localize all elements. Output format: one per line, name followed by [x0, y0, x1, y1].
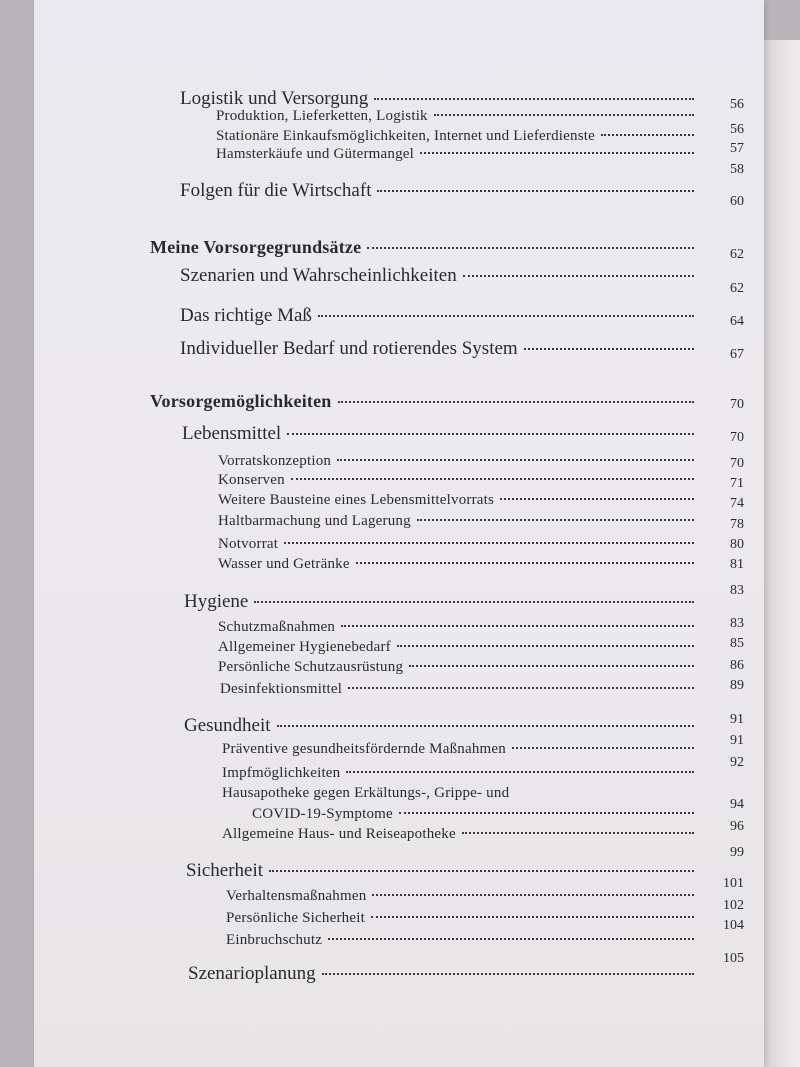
toc-page-number: 74: [730, 496, 744, 511]
toc-leader-dots: [372, 894, 694, 896]
toc-entry: [184, 715, 700, 737]
toc-leader-dots: [338, 401, 694, 403]
toc-entry-title: Szenarien und Wahrscheinlichkeiten: [180, 265, 457, 286]
toc-page-number: 99: [730, 845, 744, 860]
toc-leader-dots: [284, 542, 694, 544]
toc-entry-title: Szenarioplanung: [188, 963, 316, 984]
toc-page-number: 70: [730, 397, 744, 412]
toc-entry-title: Schutzmaßnahmen: [218, 619, 336, 635]
toc-leader-dots: [322, 973, 694, 975]
toc-entry: [184, 591, 700, 613]
toc-leader-dots: [291, 478, 694, 480]
toc-leader-dots: [377, 190, 694, 192]
toc-entry: [218, 513, 700, 530]
toc-entry-title: Verhaltensmaßnahmen: [226, 888, 367, 904]
toc-entry-title: Allgemeine Haus- und Reiseapotheke: [222, 826, 456, 842]
toc-leader-dots: [341, 625, 694, 627]
toc-entry: [180, 338, 700, 360]
toc-page-number: 60: [730, 194, 744, 209]
toc-entry: [218, 659, 700, 676]
toc-leader-dots: [328, 938, 694, 940]
toc-leader-dots: [399, 812, 694, 814]
toc-entry-title: Hygiene: [184, 591, 249, 612]
toc-leader-dots: [318, 315, 694, 317]
toc-entry-title: Allgemeiner Hygienebedarf: [218, 639, 391, 655]
toc-page-number: 70: [730, 430, 744, 445]
toc-entry-title: Gesundheit: [184, 715, 271, 736]
toc-entry-title: Vorsorgemöglichkeiten: [150, 391, 332, 411]
toc-leader-dots: [463, 275, 694, 277]
toc-page-number: 71: [730, 476, 744, 491]
toc-entry-title: Persönliche Schutzausrüstung: [218, 659, 404, 675]
toc-entry: [150, 391, 700, 412]
toc-leader-dots: [371, 916, 694, 918]
toc-leader-dots: [348, 687, 694, 689]
toc-entry-title: Weitere Bausteine eines Lebensmittelvorrats: [218, 492, 495, 508]
toc-page-number: 94: [730, 797, 744, 812]
toc-entry-title: Lebensmittel: [182, 423, 282, 444]
toc-entry-title: Hamsterkäufe und Gütermangel: [216, 146, 415, 162]
toc-page-number: 70: [730, 456, 744, 471]
toc-page-number: 91: [730, 733, 744, 748]
toc-page-number: 62: [730, 281, 744, 296]
toc-entry: [150, 237, 700, 258]
toc-leader-dots: [397, 645, 694, 647]
toc-leader-dots: [512, 747, 694, 749]
toc-page-number: 83: [730, 616, 744, 631]
toc-entry-title: Haltbarmachung und Lagerung: [218, 513, 411, 529]
toc-entry-title: Hausapotheke gegen Erkältungs-, Grippe- und: [222, 785, 510, 801]
toc-entry: [218, 536, 700, 553]
toc-page-number: 64: [730, 314, 744, 329]
toc-page-number: 96: [730, 819, 744, 834]
toc-leader-dots: [417, 519, 694, 521]
toc-entry: [218, 453, 700, 470]
toc-entry: [216, 108, 700, 125]
toc-page-number: 56: [730, 97, 744, 112]
toc-entry-title: Notvorrat: [218, 536, 279, 552]
toc-entry: [180, 265, 700, 287]
toc-page-number: 85: [730, 636, 744, 651]
toc-entry-title: Individueller Bedarf und rotierendes System: [180, 338, 518, 359]
toc-entry: [252, 806, 700, 823]
toc-entry-title: Wasser und Getränke: [218, 556, 350, 572]
toc-page-number: 81: [730, 557, 744, 572]
toc-entry: [182, 423, 700, 445]
toc-leader-dots: [269, 870, 694, 872]
toc-entry: [220, 681, 700, 698]
toc-leader-dots: [367, 247, 694, 249]
toc-entry: [222, 765, 700, 782]
toc-entry-title: Stationäre Einkaufsmöglichkeiten, Internet und Lieferdienste: [216, 128, 595, 144]
toc-entry: [180, 88, 700, 110]
toc-entry: [222, 826, 700, 843]
toc-entry: [226, 932, 700, 949]
toc-leader-dots: [434, 114, 694, 116]
toc-leader-dots: [500, 498, 694, 500]
toc-leader-dots: [277, 725, 694, 727]
toc-leader-dots: [420, 152, 694, 154]
toc-leader-dots: [374, 98, 694, 100]
toc-page-number: 78: [730, 517, 744, 532]
toc-page-number: 91: [730, 712, 744, 727]
toc-entry: [218, 472, 700, 489]
toc-page-number: 89: [730, 678, 744, 693]
toc-leader-dots: [524, 348, 694, 350]
toc-entry: [226, 910, 700, 927]
toc-leader-dots: [409, 665, 694, 667]
toc-leader-dots: [337, 459, 694, 461]
toc-entry: [186, 860, 700, 882]
toc-page-number: 92: [730, 755, 744, 770]
toc-entry-title: Folgen für die Wirtschaft: [180, 180, 372, 201]
toc-entry-title: Das richtige Maß: [180, 305, 312, 326]
toc-entry-title: Einbruchschutz: [226, 932, 323, 948]
toc-leader-dots: [462, 832, 694, 834]
toc-leader-dots: [254, 601, 694, 603]
toc-page-number: 67: [730, 347, 744, 362]
toc-entry: [218, 619, 700, 636]
toc-entry-title: Meine Vorsorgegrundsätze: [150, 237, 362, 257]
toc-entry-title: Konserven: [218, 472, 285, 488]
adjacent-page-edge: [764, 40, 800, 1067]
toc-entry-title: Impfmöglichkeiten: [222, 765, 341, 781]
toc-entry: [218, 639, 700, 656]
toc-entry: [188, 963, 700, 985]
toc-entry-title: Persönliche Sicherheit: [226, 910, 365, 926]
toc-leader-dots: [356, 562, 694, 564]
toc-entry: [222, 741, 700, 758]
toc-page-number: 57: [730, 141, 744, 156]
toc-page-number: 104: [723, 918, 744, 933]
toc-entry: [226, 888, 700, 905]
toc-page-number: 105: [723, 951, 744, 966]
toc-page-number: 62: [730, 247, 744, 262]
toc-page-number: 101: [723, 876, 744, 891]
toc-entry-title: Desinfektionsmittel: [220, 681, 343, 697]
toc-leader-dots: [287, 433, 694, 435]
toc-page-number: 102: [723, 898, 744, 913]
toc-page-number: 56: [730, 122, 744, 137]
toc-entry: [180, 305, 700, 327]
toc-page-number: 80: [730, 537, 744, 552]
toc-entry-title: Präventive gesundheitsfördernde Maßnahmen: [222, 741, 506, 757]
toc-entry: [222, 785, 509, 802]
toc-entry-title: COVID-19-Symptome: [252, 806, 393, 822]
toc-entry: [216, 128, 700, 145]
toc-leader-dots: [346, 771, 694, 773]
toc-entry: [218, 492, 700, 509]
toc-entry-title: Sicherheit: [186, 860, 264, 881]
toc-entry-title: Produktion, Lieferketten, Logistik: [216, 108, 428, 124]
toc-entry-title: Logistik und Versorgung: [180, 88, 369, 109]
toc-page-number: 86: [730, 658, 744, 673]
toc-page-number: 83: [730, 583, 744, 598]
toc-entry: [216, 146, 700, 163]
toc-entry-title: Vorratskonzeption: [218, 453, 332, 469]
toc-leader-dots: [601, 134, 694, 136]
toc-entry: [180, 180, 700, 202]
toc-page-number: 58: [730, 162, 744, 177]
toc-entry: [218, 556, 700, 573]
